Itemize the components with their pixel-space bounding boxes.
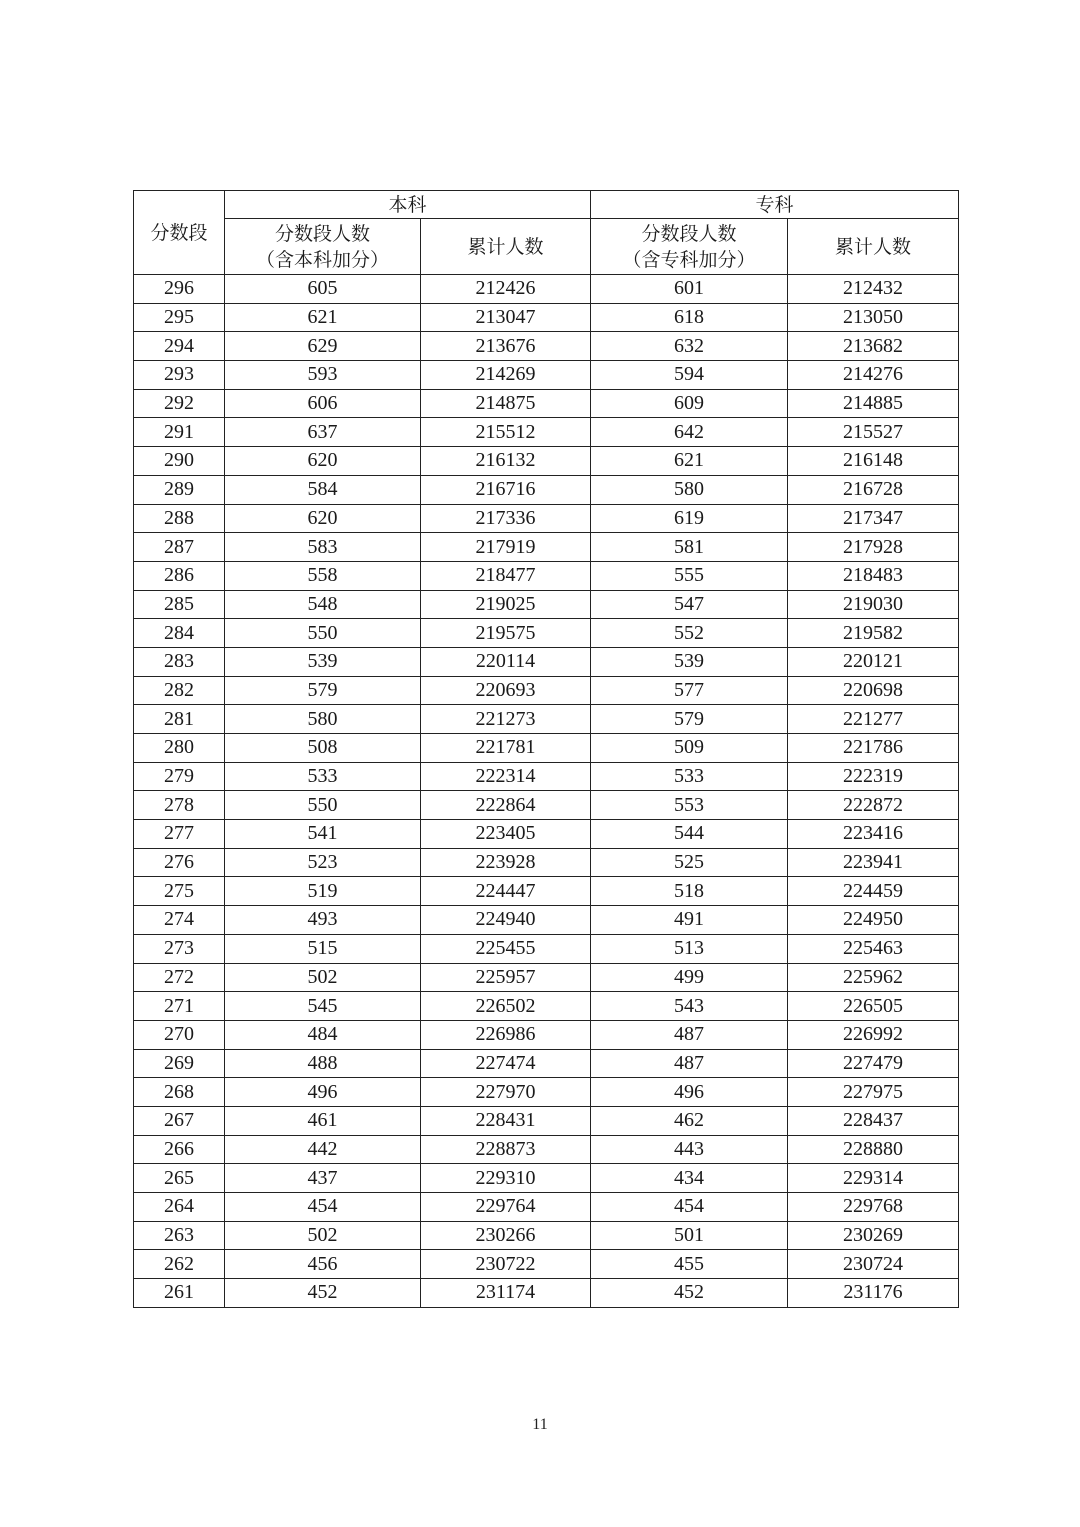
zhuanke-count-cell: 525 bbox=[591, 848, 788, 877]
zhuanke-count-cell: 496 bbox=[591, 1078, 788, 1107]
zhuanke-count-cell: 547 bbox=[591, 590, 788, 619]
score-band-cell: 287 bbox=[134, 533, 225, 562]
zhuanke-count-cell: 577 bbox=[591, 676, 788, 705]
score-band-cell: 295 bbox=[134, 303, 225, 332]
zhuanke-cumulative-cell: 227479 bbox=[788, 1049, 959, 1078]
score-band-cell: 285 bbox=[134, 590, 225, 619]
score-band-cell: 267 bbox=[134, 1106, 225, 1135]
zhuanke-count-cell: 580 bbox=[591, 475, 788, 504]
table-row bbox=[134, 447, 959, 476]
zhuanke-count-cell: 513 bbox=[591, 934, 788, 963]
benke-count-cell: 637 bbox=[225, 418, 421, 447]
benke-count-cell: 541 bbox=[225, 820, 421, 849]
benke-cumulative-cell: 222864 bbox=[421, 791, 591, 820]
table-row bbox=[134, 475, 959, 504]
table-row bbox=[134, 705, 959, 734]
score-band-cell: 286 bbox=[134, 561, 225, 590]
zhuanke-cumulative-cell: 224459 bbox=[788, 877, 959, 906]
zhuanke-cumulative-cell: 225463 bbox=[788, 934, 959, 963]
zhuanke-count-cell: 434 bbox=[591, 1164, 788, 1193]
zhuanke-count-cell: 462 bbox=[591, 1106, 788, 1135]
table-row bbox=[134, 361, 959, 390]
zhuanke-count-cell: 609 bbox=[591, 389, 788, 418]
benke-count-cell: 620 bbox=[225, 447, 421, 476]
zhuanke-cumulative-cell: 230269 bbox=[788, 1221, 959, 1250]
zhuanke-count-cell: 533 bbox=[591, 762, 788, 791]
benke-count-cell: 583 bbox=[225, 533, 421, 562]
benke-cumulative-cell: 219575 bbox=[421, 619, 591, 648]
benke-cumulative-cell: 218477 bbox=[421, 561, 591, 590]
benke-count-cell: 519 bbox=[225, 877, 421, 906]
benke-cumulative-cell: 212426 bbox=[421, 275, 591, 304]
zhuanke-cumulative-cell: 229314 bbox=[788, 1164, 959, 1193]
benke-count-cell: 533 bbox=[225, 762, 421, 791]
benke-cumulative-cell: 228873 bbox=[421, 1135, 591, 1164]
benke-count-cell: 515 bbox=[225, 934, 421, 963]
table-row bbox=[134, 848, 959, 877]
score-band-cell: 289 bbox=[134, 475, 225, 504]
benke-cumulative-cell: 229310 bbox=[421, 1164, 591, 1193]
zhuanke-cumulative-cell: 226992 bbox=[788, 1020, 959, 1049]
score-band-cell: 276 bbox=[134, 848, 225, 877]
score-band-cell: 294 bbox=[134, 332, 225, 361]
zhuanke-count-cell: 618 bbox=[591, 303, 788, 332]
zhuanke-cumulative-cell: 215527 bbox=[788, 418, 959, 447]
benke-count-cell: 461 bbox=[225, 1106, 421, 1135]
zhuanke-count-cell: 487 bbox=[591, 1049, 788, 1078]
table-row bbox=[134, 332, 959, 361]
benke-group-header: 本科 bbox=[225, 191, 591, 219]
score-band-cell: 281 bbox=[134, 705, 225, 734]
benke-cumulative-cell: 219025 bbox=[421, 590, 591, 619]
benke-cumulative-cell: 230722 bbox=[421, 1250, 591, 1279]
score-band-cell: 283 bbox=[134, 647, 225, 676]
score-band-cell: 272 bbox=[134, 963, 225, 992]
benke-cumulative-cell: 224447 bbox=[421, 877, 591, 906]
benke-cumulative-cell: 225957 bbox=[421, 963, 591, 992]
benke-count-cell: 502 bbox=[225, 1221, 421, 1250]
benke-cumulative-cell: 213047 bbox=[421, 303, 591, 332]
benke-count-cell: 606 bbox=[225, 389, 421, 418]
zhuanke-count-cell: 619 bbox=[591, 504, 788, 533]
zhuanke-cumulative-cell: 214885 bbox=[788, 389, 959, 418]
score-band-cell: 262 bbox=[134, 1250, 225, 1279]
zhuanke-count-cell: 501 bbox=[591, 1221, 788, 1250]
score-band-cell: 288 bbox=[134, 504, 225, 533]
score-band-cell: 284 bbox=[134, 619, 225, 648]
benke-cumulative-cell: 220114 bbox=[421, 647, 591, 676]
zhuanke-count-cell: 443 bbox=[591, 1135, 788, 1164]
zhuanke-count-header bbox=[591, 219, 788, 275]
benke-cumulative-cell: 223405 bbox=[421, 820, 591, 849]
table-row bbox=[134, 1106, 959, 1135]
table-row bbox=[134, 533, 959, 562]
benke-cumulative-cell: 221273 bbox=[421, 705, 591, 734]
benke-count-cell: 454 bbox=[225, 1193, 421, 1222]
zhuanke-cumulative-cell: 220121 bbox=[788, 647, 959, 676]
zhuanke-cumulative-cell: 224950 bbox=[788, 906, 959, 935]
zhuanke-count-header-line2: （含专科加分） bbox=[622, 248, 756, 271]
header-sub-row bbox=[134, 219, 959, 275]
zhuanke-cumulative-cell: 227975 bbox=[788, 1078, 959, 1107]
zhuanke-count-cell: 509 bbox=[591, 734, 788, 763]
score-band-cell: 261 bbox=[134, 1279, 225, 1308]
table-row bbox=[134, 676, 959, 705]
benke-count-cell: 493 bbox=[225, 906, 421, 935]
benke-cumulative-cell: 217919 bbox=[421, 533, 591, 562]
table-row bbox=[134, 1078, 959, 1107]
table-row bbox=[134, 418, 959, 447]
benke-cumulative-cell: 221781 bbox=[421, 734, 591, 763]
benke-cumulative-cell: 227970 bbox=[421, 1078, 591, 1107]
score-band-cell: 269 bbox=[134, 1049, 225, 1078]
score-band-cell: 282 bbox=[134, 676, 225, 705]
benke-count-cell: 620 bbox=[225, 504, 421, 533]
score-band-cell: 264 bbox=[134, 1193, 225, 1222]
zhuanke-cumulative-cell: 221277 bbox=[788, 705, 959, 734]
benke-count-cell: 605 bbox=[225, 275, 421, 304]
table-header bbox=[134, 191, 959, 275]
header-group-row bbox=[134, 191, 959, 219]
score-band-cell: 296 bbox=[134, 275, 225, 304]
benke-count-cell: 584 bbox=[225, 475, 421, 504]
benke-cumulative-cell: 228431 bbox=[421, 1106, 591, 1135]
zhuanke-count-cell: 454 bbox=[591, 1193, 788, 1222]
benke-count-cell: 452 bbox=[225, 1279, 421, 1308]
benke-cumulative-cell: 226986 bbox=[421, 1020, 591, 1049]
benke-cumulative-cell: 217336 bbox=[421, 504, 591, 533]
zhuanke-count-cell: 455 bbox=[591, 1250, 788, 1279]
table-row bbox=[134, 1250, 959, 1279]
zhuanke-count-cell: 581 bbox=[591, 533, 788, 562]
benke-count-cell: 593 bbox=[225, 361, 421, 390]
zhuanke-count-cell: 539 bbox=[591, 647, 788, 676]
table-row bbox=[134, 762, 959, 791]
zhuanke-cumulative-cell: 216728 bbox=[788, 475, 959, 504]
zhuanke-count-cell: 518 bbox=[591, 877, 788, 906]
score-band-cell: 291 bbox=[134, 418, 225, 447]
score-band-cell: 265 bbox=[134, 1164, 225, 1193]
benke-count-cell: 539 bbox=[225, 647, 421, 676]
score-band-cell: 268 bbox=[134, 1078, 225, 1107]
benke-count-cell: 580 bbox=[225, 705, 421, 734]
zhuanke-group-header: 专科 bbox=[591, 191, 959, 219]
table-row bbox=[134, 934, 959, 963]
zhuanke-count-cell: 499 bbox=[591, 963, 788, 992]
score-band-cell: 275 bbox=[134, 877, 225, 906]
zhuanke-cumulative-cell: 219030 bbox=[788, 590, 959, 619]
zhuanke-cumulative-cell: 221786 bbox=[788, 734, 959, 763]
zhuanke-cumulative-cell: 228437 bbox=[788, 1106, 959, 1135]
score-band-cell: 277 bbox=[134, 820, 225, 849]
score-band-cell: 290 bbox=[134, 447, 225, 476]
benke-count-cell: 488 bbox=[225, 1049, 421, 1078]
score-band-header: 分数段 bbox=[134, 191, 225, 275]
table-row bbox=[134, 1279, 959, 1308]
score-band-cell: 270 bbox=[134, 1020, 225, 1049]
zhuanke-count-cell: 452 bbox=[591, 1279, 788, 1308]
zhuanke-count-cell: 642 bbox=[591, 418, 788, 447]
table-row bbox=[134, 877, 959, 906]
benke-count-cell: 437 bbox=[225, 1164, 421, 1193]
benke-cumulative-cell: 214875 bbox=[421, 389, 591, 418]
benke-cumulative-header: 累计人数 bbox=[421, 219, 591, 275]
zhuanke-cumulative-cell: 229768 bbox=[788, 1193, 959, 1222]
table-row bbox=[134, 992, 959, 1021]
table-row bbox=[134, 820, 959, 849]
table-body bbox=[134, 275, 959, 1308]
benke-count-header-line2: （含本科加分） bbox=[255, 248, 389, 271]
table-row bbox=[134, 963, 959, 992]
table-row bbox=[134, 389, 959, 418]
table-row bbox=[134, 1135, 959, 1164]
benke-count-cell: 548 bbox=[225, 590, 421, 619]
zhuanke-count-cell: 491 bbox=[591, 906, 788, 935]
table-row bbox=[134, 1020, 959, 1049]
score-band-cell: 293 bbox=[134, 361, 225, 390]
benke-cumulative-cell: 227474 bbox=[421, 1049, 591, 1078]
zhuanke-count-cell: 487 bbox=[591, 1020, 788, 1049]
zhuanke-cumulative-cell: 231176 bbox=[788, 1279, 959, 1308]
zhuanke-count-header-line1: 分数段人数 bbox=[641, 222, 737, 245]
table-row bbox=[134, 1049, 959, 1078]
benke-cumulative-cell: 216132 bbox=[421, 447, 591, 476]
score-band-cell: 263 bbox=[134, 1221, 225, 1250]
zhuanke-count-cell: 553 bbox=[591, 791, 788, 820]
zhuanke-cumulative-cell: 226505 bbox=[788, 992, 959, 1021]
zhuanke-cumulative-cell: 213050 bbox=[788, 303, 959, 332]
benke-cumulative-cell: 226502 bbox=[421, 992, 591, 1021]
zhuanke-cumulative-cell: 228880 bbox=[788, 1135, 959, 1164]
benke-count-cell: 579 bbox=[225, 676, 421, 705]
zhuanke-cumulative-cell: 230724 bbox=[788, 1250, 959, 1279]
zhuanke-cumulative-cell: 223416 bbox=[788, 820, 959, 849]
table-row bbox=[134, 275, 959, 304]
zhuanke-cumulative-cell: 225962 bbox=[788, 963, 959, 992]
benke-count-cell: 629 bbox=[225, 332, 421, 361]
benke-count-cell: 508 bbox=[225, 734, 421, 763]
zhuanke-cumulative-cell: 222872 bbox=[788, 791, 959, 820]
table-row bbox=[134, 303, 959, 332]
benke-count-cell: 442 bbox=[225, 1135, 421, 1164]
zhuanke-cumulative-cell: 222319 bbox=[788, 762, 959, 791]
zhuanke-cumulative-cell: 214276 bbox=[788, 361, 959, 390]
score-band-cell: 271 bbox=[134, 992, 225, 1021]
table-row bbox=[134, 791, 959, 820]
table-row bbox=[134, 1221, 959, 1250]
score-distribution-table bbox=[133, 190, 959, 1308]
benke-cumulative-cell: 220693 bbox=[421, 676, 591, 705]
score-band-cell: 274 bbox=[134, 906, 225, 935]
table-row bbox=[134, 906, 959, 935]
page-number: 11 bbox=[532, 1416, 548, 1433]
benke-count-cell: 496 bbox=[225, 1078, 421, 1107]
zhuanke-cumulative-header: 累计人数 bbox=[788, 219, 959, 275]
benke-cumulative-cell: 230266 bbox=[421, 1221, 591, 1250]
zhuanke-count-cell: 594 bbox=[591, 361, 788, 390]
benke-count-cell: 545 bbox=[225, 992, 421, 1021]
benke-cumulative-cell: 213676 bbox=[421, 332, 591, 361]
zhuanke-cumulative-cell: 213682 bbox=[788, 332, 959, 361]
benke-count-cell: 484 bbox=[225, 1020, 421, 1049]
benke-cumulative-cell: 214269 bbox=[421, 361, 591, 390]
table-row bbox=[134, 734, 959, 763]
table-row bbox=[134, 1193, 959, 1222]
benke-count-cell: 550 bbox=[225, 791, 421, 820]
score-band-cell: 279 bbox=[134, 762, 225, 791]
table-row bbox=[134, 647, 959, 676]
zhuanke-cumulative-cell: 217347 bbox=[788, 504, 959, 533]
benke-count-header-line1: 分数段人数 bbox=[274, 222, 370, 245]
benke-cumulative-cell: 223928 bbox=[421, 848, 591, 877]
benke-count-header bbox=[225, 219, 421, 275]
zhuanke-count-cell: 555 bbox=[591, 561, 788, 590]
table-row bbox=[134, 619, 959, 648]
benke-count-cell: 502 bbox=[225, 963, 421, 992]
benke-count-cell: 621 bbox=[225, 303, 421, 332]
benke-cumulative-cell: 225455 bbox=[421, 934, 591, 963]
benke-cumulative-cell: 229764 bbox=[421, 1193, 591, 1222]
zhuanke-cumulative-cell: 217928 bbox=[788, 533, 959, 562]
zhuanke-cumulative-cell: 216148 bbox=[788, 447, 959, 476]
zhuanke-cumulative-cell: 212432 bbox=[788, 275, 959, 304]
benke-count-cell: 523 bbox=[225, 848, 421, 877]
table-row bbox=[134, 1164, 959, 1193]
zhuanke-cumulative-cell: 218483 bbox=[788, 561, 959, 590]
benke-count-cell: 456 bbox=[225, 1250, 421, 1279]
zhuanke-count-cell: 579 bbox=[591, 705, 788, 734]
benke-cumulative-cell: 215512 bbox=[421, 418, 591, 447]
zhuanke-cumulative-cell: 220698 bbox=[788, 676, 959, 705]
table-row bbox=[134, 561, 959, 590]
score-band-cell: 280 bbox=[134, 734, 225, 763]
zhuanke-count-cell: 632 bbox=[591, 332, 788, 361]
score-band-cell: 266 bbox=[134, 1135, 225, 1164]
zhuanke-cumulative-cell: 219582 bbox=[788, 619, 959, 648]
benke-count-cell: 550 bbox=[225, 619, 421, 648]
table-row bbox=[134, 590, 959, 619]
benke-cumulative-cell: 222314 bbox=[421, 762, 591, 791]
score-band-cell: 292 bbox=[134, 389, 225, 418]
benke-cumulative-cell: 224940 bbox=[421, 906, 591, 935]
score-band-cell: 273 bbox=[134, 934, 225, 963]
zhuanke-count-cell: 552 bbox=[591, 619, 788, 648]
table-row bbox=[134, 504, 959, 533]
benke-cumulative-cell: 231174 bbox=[421, 1279, 591, 1308]
zhuanke-count-cell: 543 bbox=[591, 992, 788, 1021]
score-band-cell: 278 bbox=[134, 791, 225, 820]
zhuanke-count-cell: 544 bbox=[591, 820, 788, 849]
zhuanke-cumulative-cell: 223941 bbox=[788, 848, 959, 877]
benke-count-cell: 558 bbox=[225, 561, 421, 590]
benke-cumulative-cell: 216716 bbox=[421, 475, 591, 504]
zhuanke-count-cell: 621 bbox=[591, 447, 788, 476]
zhuanke-count-cell: 601 bbox=[591, 275, 788, 304]
